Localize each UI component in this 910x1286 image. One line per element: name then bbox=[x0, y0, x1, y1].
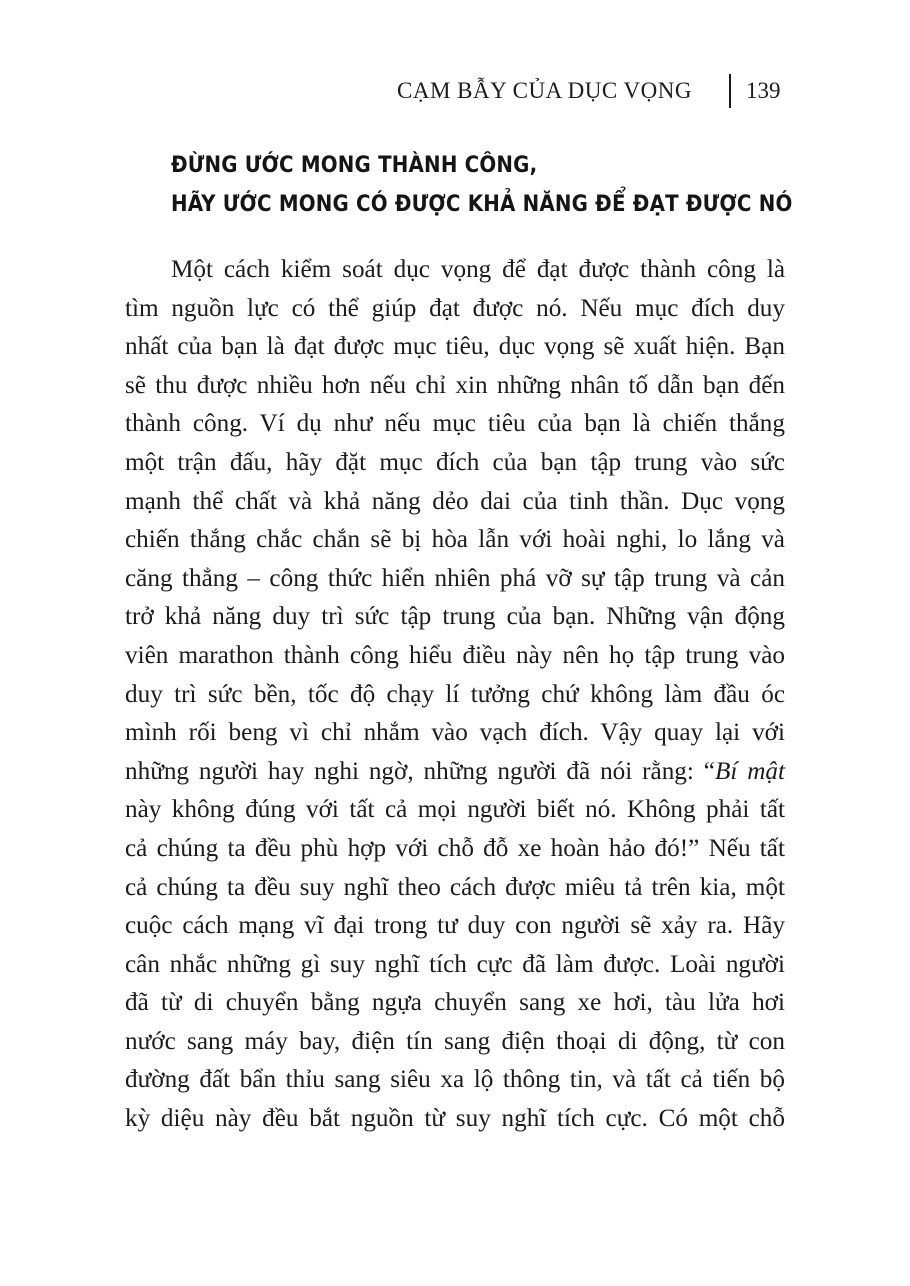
body-paragraph bbox=[125, 251, 785, 1139]
body-line: một trận đấu, hãy đặt mục đích của bạn tập trung vào sức bbox=[125, 448, 785, 476]
body-line: những người hay nghi ngờ, những người đã nói rằng: “Bí mật bbox=[125, 757, 785, 785]
running-head-divider bbox=[729, 74, 731, 108]
body-line: mình rối beng vì chỉ nhắm vào vạch đích. Vậy quay lại với bbox=[125, 719, 785, 747]
body-line: thành công. Ví dụ như nếu mục tiêu của bạn là chiến thắng bbox=[125, 410, 785, 438]
body-line: kỳ diệu này đều bắt nguồn từ suy nghĩ tích cực. Có một chỗ bbox=[125, 1105, 785, 1133]
body-line: cân nhắc những gì suy nghĩ tích cực đã làm được. Loài người bbox=[125, 950, 785, 978]
running-head-title: CẠM BẪY CỦA DỤC VỌNG bbox=[397, 78, 692, 103]
body-line: nước sang máy bay, điện tín sang điện thoại di động, từ con bbox=[125, 1027, 785, 1055]
body-line: trở khả năng duy trì sức tập trung của bạn. Những vận động bbox=[125, 603, 785, 631]
body-line: mạnh thể chất và khả năng dẻo dai của tinh thần. Dục vọng bbox=[125, 487, 785, 515]
body-line: nhất của bạn là đạt được mục tiêu, dục vọng sẽ xuất hiện. Bạn bbox=[125, 333, 785, 361]
body-line: sẽ thu được nhiều hơn nếu chỉ xin những nhân tố dẫn bạn đến bbox=[125, 371, 785, 399]
body-line: cả chúng ta đều suy nghĩ theo cách được miêu tả trên kia, một bbox=[125, 873, 785, 901]
body-line: đã từ di chuyển bằng ngựa chuyển sang xe hơi, tàu lửa hơi bbox=[125, 989, 785, 1017]
body-line: viên marathon thành công hiểu điều này nên họ tập trung vào bbox=[125, 641, 785, 669]
body-line: đường đất bẩn thỉu sang siêu xa lộ thông tin, và tất cả tiến bộ bbox=[125, 1066, 785, 1094]
italic-term: Bí mật bbox=[714, 757, 785, 785]
page-number: 139 bbox=[746, 78, 781, 103]
section-heading-line-2: HÃY ƯỚC MONG CÓ ĐƯỢC KHẢ NĂNG ĐỂ ĐẠT ĐƯỢC NÓ bbox=[171, 192, 793, 217]
body-line: này không đúng với tất cả mọi người biết nó. Không phải tất bbox=[125, 796, 785, 824]
body-line: chiến thắng chắc chắn sẽ bị hòa lẫn với hoài nghi, lo lắng và bbox=[125, 526, 785, 554]
body-line: cuộc cách mạng vĩ đại trong tư duy con người sẽ xảy ra. Hãy bbox=[125, 912, 785, 940]
section-heading bbox=[171, 146, 792, 224]
body-line: căng thẳng – công thức hiển nhiên phá vỡ sự tập trung và cản bbox=[125, 564, 785, 592]
running-head bbox=[0, 70, 910, 110]
section-heading-line-1: ĐỪNG ƯỚC MONG THÀNH CÔNG, bbox=[171, 153, 538, 178]
body-line: Một cách kiểm soát dục vọng để đạt được thành công là bbox=[171, 256, 785, 283]
body-line: cả chúng ta đều phù hợp với chỗ đỗ xe hoàn hảo đó!” Nếu tất bbox=[125, 834, 785, 862]
body-line: duy trì sức bền, tốc độ chạy lí tưởng chứ không làm đầu óc bbox=[125, 680, 785, 708]
body-line: tìm nguồn lực có thể giúp đạt được nó. Nếu mục đích duy bbox=[125, 294, 785, 322]
